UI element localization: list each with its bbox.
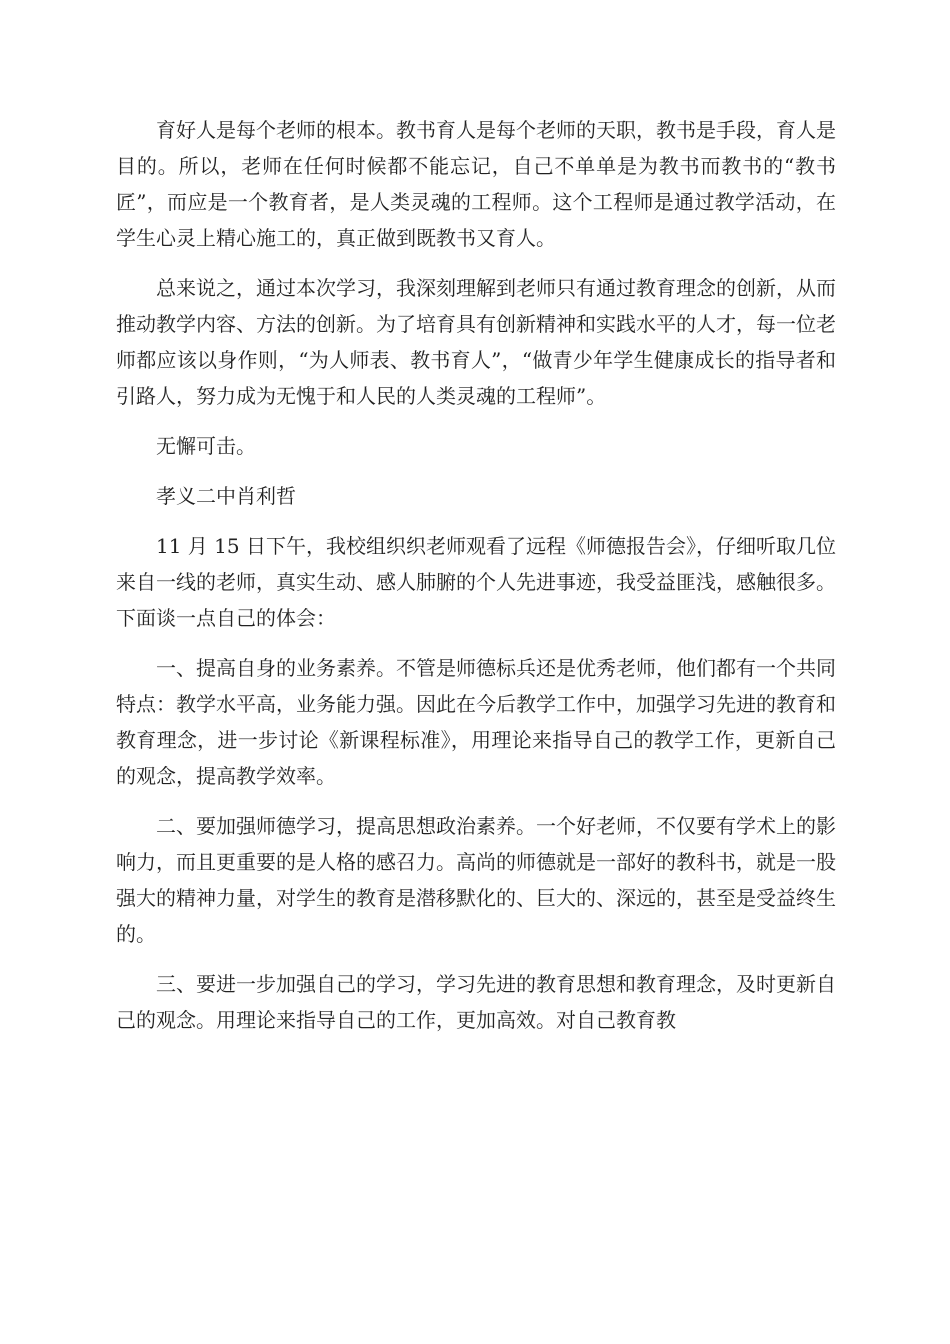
paragraph-flawless: 无懈可击。: [156, 434, 256, 458]
paragraph-summary: 总来说之，通过本次学习，我深刻理解到老师只有通过教育理念的创新，从而推动教学内容、方法的创新。为了培育具有创新精神和实践水平的人才，每一位老师都应该以身作则，“为人师表、教书育人”，“做青少年学生健康成长的指导者和引路人，努力成为无愧于和人民的人类灵魂的工程师”。: [116, 276, 836, 408]
paragraph-point-two: 二、要加强师德学习，提高思想政治素养。一个好老师，不仅要有学术上的影响力，而且更重要的是人格的感召力。高尚的师德就是一部好的教科书，就是一股强大的精神力量，对学生的教育是潜移默化的、巨大的、深远的，甚至是受益终生的。: [116, 814, 836, 946]
paragraph-point-three: 三、要进一步加强自己的学习，学习先进的教育思想和教育理念，及时更新自己的观念。用理论来指导自己的工作，更加高效。对自己教育教: [116, 972, 836, 1032]
paragraph-intro: 11 月 15 日下午，我校组织织老师观看了远程《师德报告会》，仔细听取几位来自一线的老师，真实生动、感人肺腑的个人先进事迹，我受益匪浅，感触很多。下面谈一点自己的体会：: [116, 534, 836, 630]
paragraph-teaching-and-educating: 育好人是每个老师的根本。教书育人是每个老师的天职，教书是手段，育人是目的。所以，老师在任何时候都不能忘记，自己不单单是为教书而教书的“教书匠”，而应是一个教育者，是人类灵魂的工程师。这个工程师是通过教学活动，在学生心灵上精心施工的，真正做到既教书又育人。: [116, 118, 836, 250]
paragraph-point-one: 一、提高自身的业务素养。不管是师德标兵还是优秀老师，他们都有一个共同特点：教学水平高，业务能力强。因此在今后教学工作中，加强学习先进的教育和教育理念，进一步讨论《新课程标准》，用理论来指导自己的教学工作，更新自己的观念，提高教学效率。: [116, 656, 836, 788]
document-body: [116, 112, 836, 1052]
author-line: 孝义二中肖利哲: [156, 484, 296, 508]
